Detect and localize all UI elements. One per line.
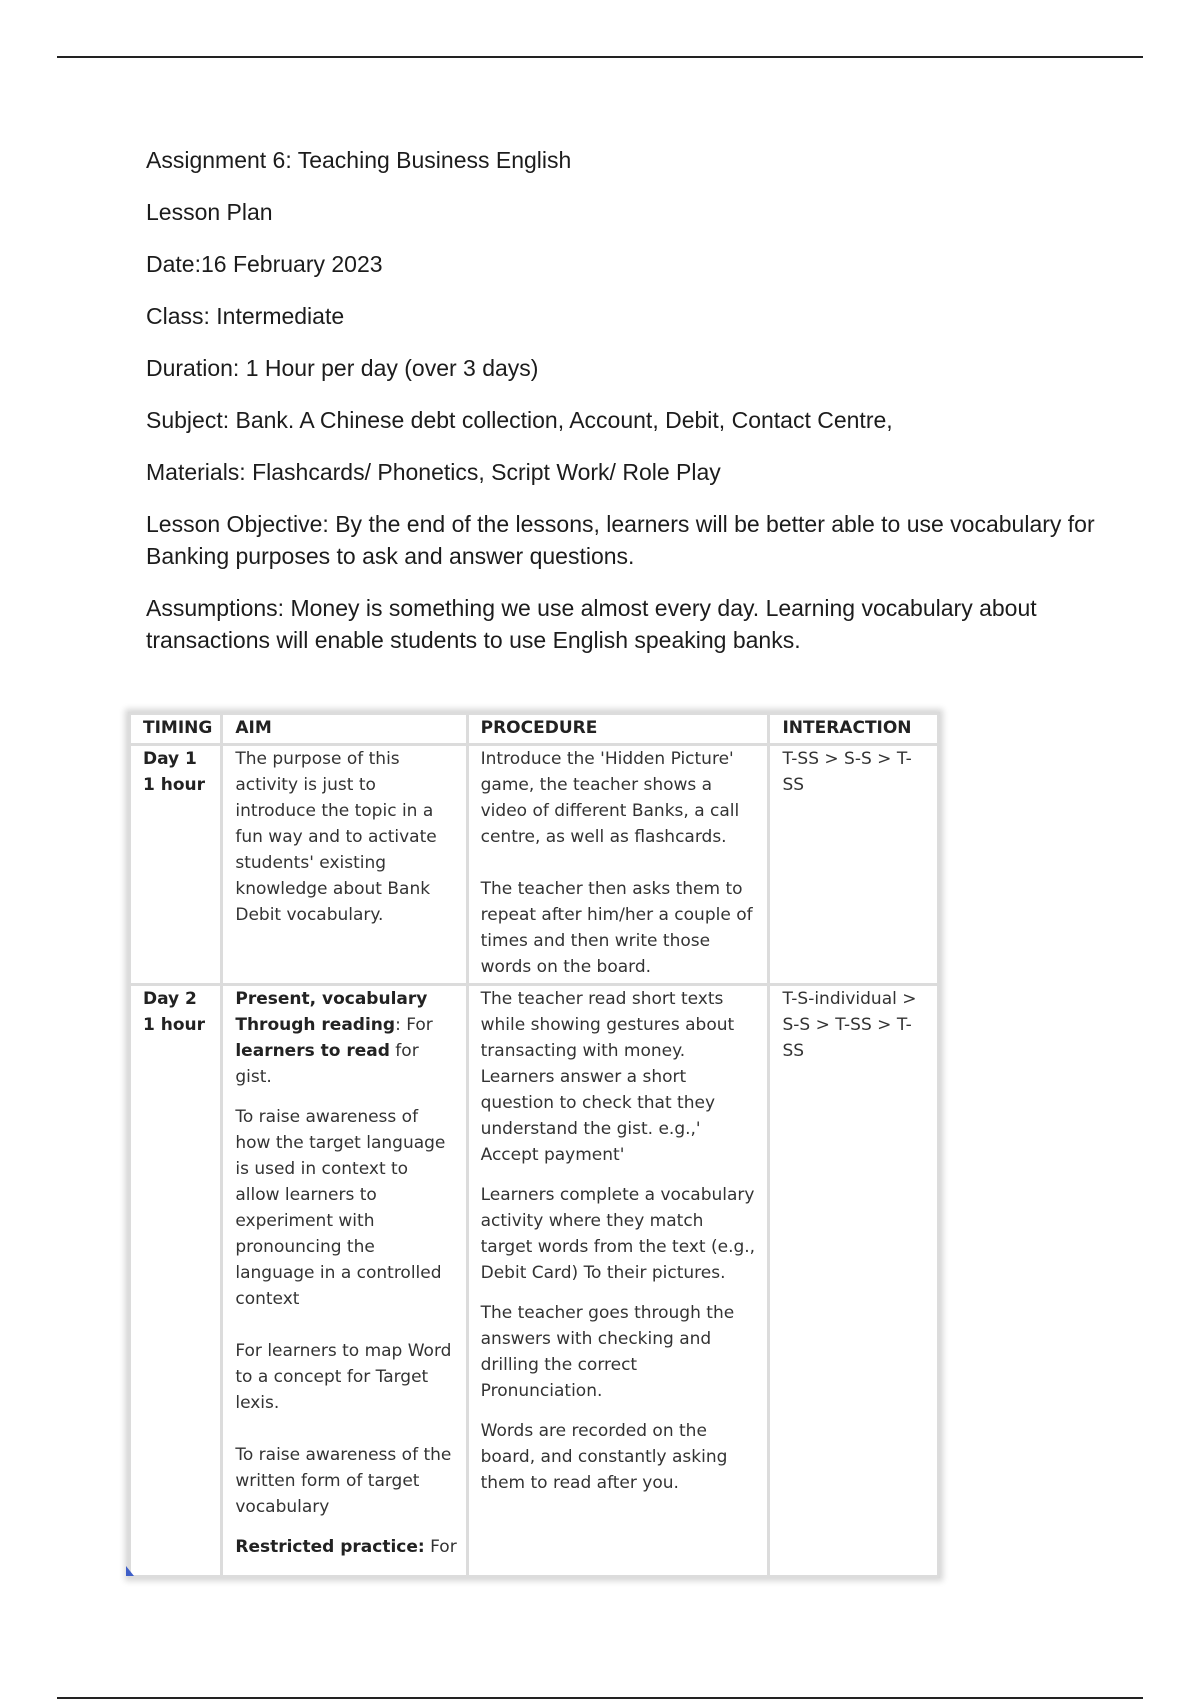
hours-label: 1 hour bbox=[143, 775, 206, 795]
procedure-text: The teacher goes through the answers with checking and drilling the correct Pronunciation. bbox=[480, 1303, 735, 1401]
procedure-text: Words are recorded on the board, and constantly asking them to read after you. bbox=[480, 1421, 728, 1493]
document-header bbox=[146, 144, 1106, 676]
table-row-day-2 bbox=[130, 985, 939, 1577]
top-rule bbox=[57, 56, 1143, 58]
aim-heading: Present, vocabulary bbox=[235, 989, 428, 1009]
column-header-interaction: INTERACTION bbox=[769, 714, 939, 745]
aim-phrase: for gist. bbox=[235, 1041, 419, 1087]
interaction-cell bbox=[769, 745, 939, 985]
procedure-text: The teacher read short texts while showing gestures about transacting with money. Learners answer a short question to check that they understand the gist. e.g.,' Accept payment' bbox=[480, 989, 735, 1165]
interaction-cell bbox=[769, 985, 939, 1577]
lesson-plan-label: Lesson Plan bbox=[146, 199, 273, 225]
procedure-text: The teacher then asks them to repeat after him/her a couple of times and then write those words on the board. bbox=[480, 879, 753, 977]
interaction-text: T-S-individual > S-S > T-SS > T-SS bbox=[782, 989, 917, 1061]
hours-label: 1 hour bbox=[143, 1015, 206, 1035]
aim-text: The purpose of this activity is just to introduce the topic in a fun way and to activate students' existing knowledge about Bank Debit vocabulary. bbox=[235, 749, 437, 925]
table-header-row bbox=[130, 714, 939, 745]
lesson-materials: Materials: Flashcards/ Phonetics, Script Work/ Role Play bbox=[146, 459, 721, 485]
aim-phrase: For bbox=[424, 1537, 457, 1557]
lesson-table bbox=[128, 712, 940, 1578]
lesson-subject: Subject: Bank. A Chinese debt collection, Account, Debit, Contact Centre, bbox=[146, 407, 893, 433]
day-label: Day 1 bbox=[143, 749, 197, 769]
table-row-day-1 bbox=[130, 745, 939, 985]
aim-text: For learners to map Word to a concept for Target lexis. bbox=[235, 1341, 452, 1413]
aim-phrase: : For bbox=[395, 1015, 433, 1035]
aim-text bbox=[235, 1012, 457, 1038]
aim-text: To raise awareness of how the target language is used in context to allow learners to experiment with pronouncing the language in a controlled context bbox=[235, 1107, 446, 1309]
lesson-table-image bbox=[128, 712, 940, 1578]
lesson-class: Class: Intermediate bbox=[146, 303, 345, 329]
aim-text bbox=[235, 1038, 457, 1090]
timing-cell bbox=[130, 985, 222, 1577]
column-header-procedure: PROCEDURE bbox=[467, 714, 769, 745]
bottom-rule bbox=[57, 1697, 1143, 1699]
aim-cell bbox=[222, 985, 467, 1577]
procedure-text: Introduce the 'Hidden Picture' game, the teacher shows a video of different Banks, a call centre, as well as flashcards. bbox=[480, 749, 740, 847]
aim-cell bbox=[222, 745, 467, 985]
day-label: Day 2 bbox=[143, 989, 197, 1009]
aim-bold-phrase: Through reading bbox=[235, 1015, 396, 1035]
procedure-cell bbox=[467, 985, 769, 1577]
lesson-date: Date:16 February 2023 bbox=[146, 251, 383, 277]
aim-bold-phrase: learners to read bbox=[235, 1041, 390, 1061]
lesson-objective: Lesson Objective: By the end of the lessons, learners will be better able to use vocabulary for Banking purposes to ask and answer questions. bbox=[146, 511, 1095, 569]
aim-bold-phrase: Restricted practice: bbox=[235, 1537, 425, 1557]
procedure-cell bbox=[467, 745, 769, 985]
corner-marker-icon bbox=[126, 1566, 134, 1576]
lesson-assumptions: Assumptions: Money is something we use almost every day. Learning vocabulary about transactions will enable students to use English speaking banks. bbox=[146, 595, 1037, 653]
assignment-title: Assignment 6: Teaching Business English bbox=[146, 147, 572, 173]
column-header-timing: TIMING bbox=[130, 714, 222, 745]
interaction-text: T-SS > S-S > T-SS bbox=[782, 749, 912, 795]
column-header-aim: AIM bbox=[222, 714, 467, 745]
timing-cell bbox=[130, 745, 222, 985]
lesson-duration: Duration: 1 Hour per day (over 3 days) bbox=[146, 355, 539, 381]
aim-text: To raise awareness of the written form of target vocabulary bbox=[235, 1445, 452, 1517]
aim-text bbox=[235, 1534, 457, 1560]
procedure-text: Learners complete a vocabulary activity where they match target words from the text (e.g., Debit Card) To their pictures. bbox=[480, 1185, 756, 1283]
